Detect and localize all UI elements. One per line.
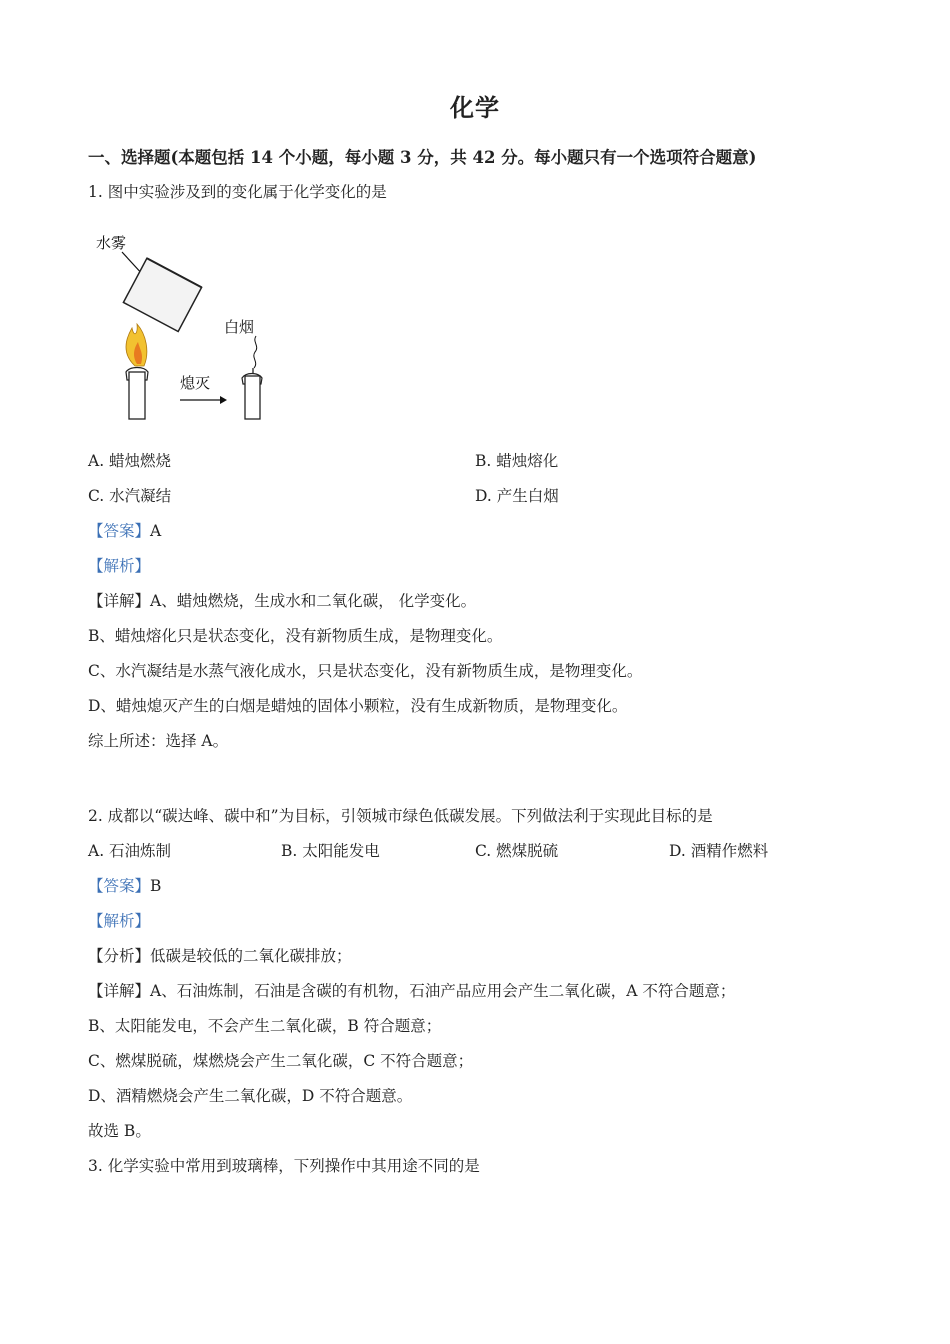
q1-option-d: D. 产生白烟 <box>475 487 559 505</box>
smoke-wisp-icon <box>254 336 257 368</box>
q2-analysis-tag: 【解析】 <box>88 912 151 930</box>
q2-answer-line <box>88 875 161 897</box>
q1-option-b: B. 蜡烛熔化 <box>475 452 559 470</box>
mist-label: 水雾 <box>96 234 127 252</box>
page-title: 化学 <box>450 93 500 122</box>
answer-tag: 【答案】 <box>88 522 151 540</box>
q2-option-a: A. 石油炼制 <box>88 842 172 860</box>
q1-detail-line: 【详解】A、蜡烛燃烧，生成水和二氧化碳， 化学变化。 <box>88 592 477 610</box>
extinguished-candle-icon <box>242 368 262 419</box>
q2-option-c: C. 燃煤脱硫 <box>475 842 559 860</box>
candle-experiment-figure <box>92 228 282 428</box>
q2-detail-line: 【详解】A、石油炼制，石油是含碳的有机物，石油产品应用会产生二氧化碳，A 不符合题意； <box>88 982 736 1000</box>
burning-candle-icon <box>126 368 148 420</box>
beaker-icon <box>123 258 201 331</box>
section-heading: 一、选择题(本题包括 14 个小题，每小题 3 分，共 42 分。每小题只有一个选项符合题意) <box>88 148 757 167</box>
arrow-right-icon <box>180 396 227 404</box>
q2-option-d: D. 酒精作燃料 <box>669 842 769 860</box>
q2-stem: 2. 成都以“碳达峰、碳中和”为目标，引领城市绿色低碳发展。下列做法利于实现此目标的是 <box>88 807 713 825</box>
q1-analysis-tag: 【解析】 <box>88 557 151 575</box>
q2-option-b: B. 太阳能发电 <box>281 842 380 860</box>
answer-tag: 【答案】 <box>88 877 151 895</box>
q1-detail-line: B、蜡烛熔化只是状态变化，没有新物质生成，是物理变化。 <box>88 627 503 645</box>
q1-detail-line: C、水汽凝结是水蒸气液化成水，只是状态变化，没有新物质生成，是物理变化。 <box>88 662 643 680</box>
extinguish-label: 熄灭 <box>180 374 211 392</box>
q3-stem: 3. 化学实验中常用到玻璃棒，下列操作中其用途不同的是 <box>88 1157 480 1175</box>
smoke-label: 白烟 <box>224 318 255 336</box>
q2-detail-line: 【分析】低碳是较低的二氧化碳排放； <box>88 947 352 965</box>
q2-answer: B <box>150 877 162 895</box>
q2-detail-line: C、燃煤脱硫，煤燃烧会产生二氧化碳，C 不符合题意； <box>88 1052 474 1070</box>
q1-conclusion: 综上所述：选择 A。 <box>88 732 229 750</box>
q2-conclusion: 故选 B。 <box>88 1122 151 1140</box>
q1-option-a: A. 蜡烛燃烧 <box>88 452 172 470</box>
flame-icon <box>126 324 147 366</box>
q1-stem: 1. 图中实验涉及到的变化属于化学变化的是 <box>88 183 387 201</box>
q2-detail-line: D、酒精燃烧会产生二氧化碳，D 不符合题意。 <box>88 1087 413 1105</box>
q1-option-c: C. 水汽凝结 <box>88 487 172 505</box>
q1-detail-line: D、蜡烛熄灭产生的白烟是蜡烛的固体小颗粒，没有生成新物质，是物理变化。 <box>88 697 628 715</box>
q2-detail-line: B、太阳能发电，不会产生二氧化碳，B 符合题意； <box>88 1017 442 1035</box>
q1-answer-line <box>88 520 161 542</box>
q1-answer: A <box>150 522 162 540</box>
